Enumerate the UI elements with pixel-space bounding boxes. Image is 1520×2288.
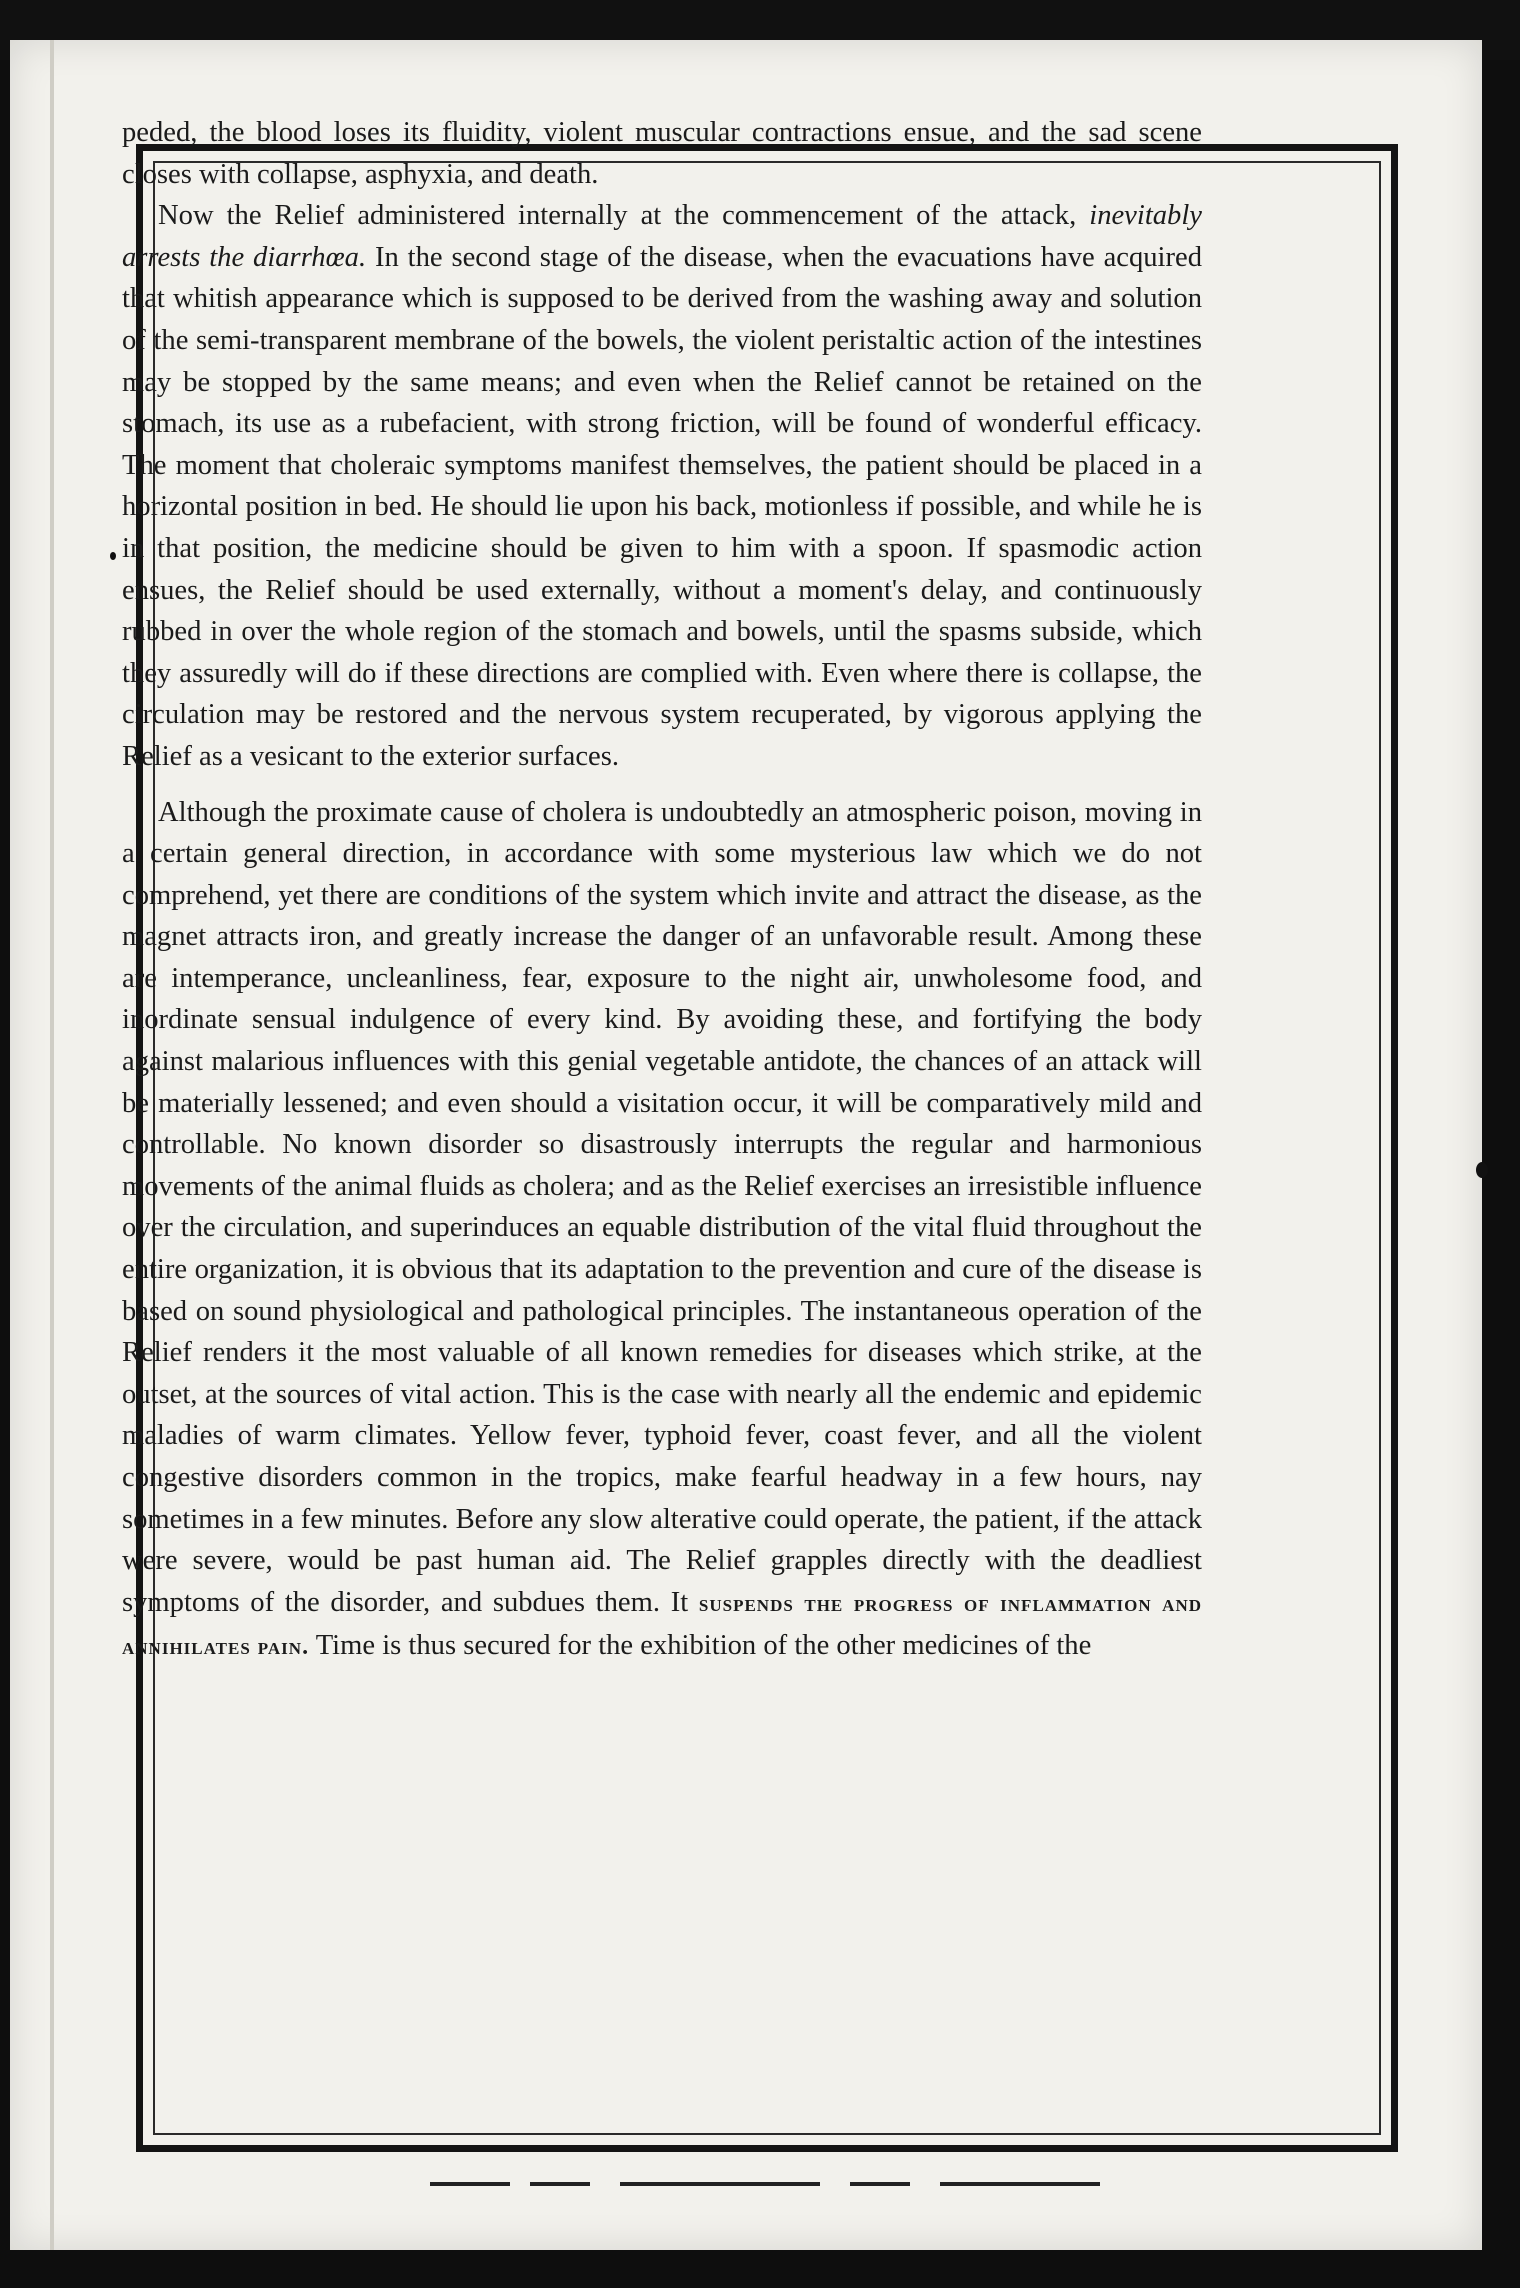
- paragraph-2-rest: In the second stage of the disease, when the evacuations have acquired that whitish appearance which is supposed to be derived from the washing away and solution of the semi-transparent membrane of the bowels, the violent peristaltic action of the intestines may be stopped by the same means; and even when the Relief cannot be retained on the stomach, its use as a rubefacient, with strong friction, will be found of wonderful efficacy. The moment that choleraic symptoms manifest themselves, the patient should be placed in a horizontal position in bed. He should lie upon his back, motionless if possible, and while he is in that position, the medicine should be given to him with a spoon. If spasmodic action ensues, the Relief should be used externally, without a moment's delay, and continuously rubbed in over the whole region of the stomach and bowels, until the spasms subside, which they assuredly will do if these directions are complied with. Even where there is collapse, the circulation may be restored and the nervous system recuperated, by vigorous applying the Relief as a vesicant to the exterior surfaces.: [122, 241, 1203, 772]
- bottom-rule-segment: [430, 2182, 510, 2186]
- bottom-rule-segment: [620, 2182, 820, 2186]
- bottom-rule-segment: [940, 2182, 1100, 2186]
- scanned-page: [10, 40, 1482, 2250]
- paragraph-2: [122, 195, 1202, 777]
- body-text: [122, 112, 1202, 1669]
- page-fold-line: [50, 40, 54, 2250]
- paragraph-2-start: Now the Relief administered internally at the commencement of the attack,: [158, 200, 1077, 232]
- ink-mark-left: [110, 552, 116, 560]
- paragraph-3-small-caps: suspends the progress of inflammation and annihilates pain.: [122, 1590, 1203, 1661]
- paragraph-3: [122, 792, 1202, 1669]
- ink-mark-right: [1476, 1162, 1488, 1178]
- paragraph-2-emphasis: inevitably arrests the diarrhœa.: [122, 200, 1202, 273]
- bottom-rule-segment: [530, 2182, 590, 2186]
- paragraph-3-start: Although the proximate cause of cholera is undoubtedly an atmospheric poison, moving in a certain general direction, in accordance with some mysterious law which we do not comprehend, yet there are conditions of the system which invite and attract the disease, as the magnet attracts iron, and greatly increase the danger of an unfavorable result. Among these are intemperance, uncleanliness, fear, exposure to the night air, unwholesome food, and inordinate sensual indulgence of every kind. By avoiding these, and fortifying the body against malarious influences with this genial vegetable antidote, the chances of an attack will be materially lessened; and even should a visitation occur, it will be comparatively mild and controllable. No known disorder so disastrously interrupts the regular and harmonious movements of the animal fluids as cholera; and as the Relief exercises an irresistible influence over the circulation, and superinduces an equable distribution of the vital fluid throughout the entire organization, it is obvious that its adaptation to the prevention and cure of the disease is based on sound physiological and pathological principles. The instantaneous operation of the Relief renders it the most valuable of all known remedies for diseases which strike, at the outset, at the sources of vital action. This is the case with nearly all the endemic and epidemic maladies of warm climates. Yellow fever, typhoid fever, coast fever, and all the violent congestive disorders common in the tropics, make fearful headway in a few hours, nay sometimes in a few minutes. Before any slow alterative could operate, the patient, if the attack were severe, would be past human aid. The Relief grapples directly with the deadliest symptoms of the disorder, and subdues them. It: [122, 796, 1202, 1618]
- paragraph-1: peded, the blood loses its fluidity, violent muscular contractions ensue, and the sad scene closes with collapse, asphyxia, and death.: [122, 117, 1202, 190]
- bottom-rule-segment: [850, 2182, 910, 2186]
- paragraph-3-end: Time is thus secured for the exhibition of the other medicines of the: [315, 1630, 1092, 1662]
